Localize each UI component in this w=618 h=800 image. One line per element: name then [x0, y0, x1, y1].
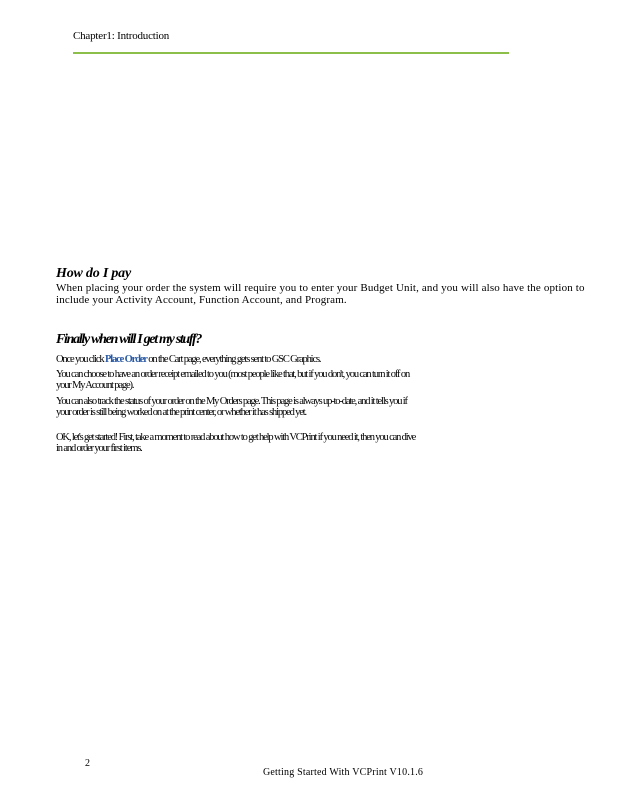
- place-order-link[interactable]: Place Order: [104, 354, 147, 365]
- payment-paragraph: When placing your order the system will require you to enter your Budget Unit, and you will also have the option to include your Activity Account, Function Account, and Program.: [56, 282, 585, 306]
- delivery-paragraph-1: [56, 354, 416, 365]
- delivery-paragraph-4: OK, let's get started! First, take a moment to read about how to get help with VCPrint if you need it, then you can dive in and order your first items.: [56, 432, 416, 454]
- delivery-paragraph-2: You can choose to have an order receipt emailed to you (most people like that, but if you don't, you can turn it off on your My Account page).: [56, 369, 410, 391]
- section-heading-payment: How do I pay: [56, 266, 131, 281]
- page-number: 2: [85, 758, 90, 769]
- header-divider: [73, 52, 509, 54]
- paragraph-text: on the Cart page, everything gets sent to GSC Graphics.: [146, 354, 321, 365]
- page-footer: Getting Started With VCPrint V10.1.6: [263, 767, 424, 778]
- delivery-paragraph-3: You can also track the status of your order on the My Orders page. This page is always up-to-date, and it tells you if your order is still being worked on at the print center, or whether it has shipped yet.: [56, 396, 407, 418]
- section-heading-delivery: Finally when will I get my stuff?: [56, 332, 202, 347]
- paragraph-text: Once you click: [56, 354, 105, 365]
- chapter-header: Chapter1: Introduction: [73, 30, 170, 42]
